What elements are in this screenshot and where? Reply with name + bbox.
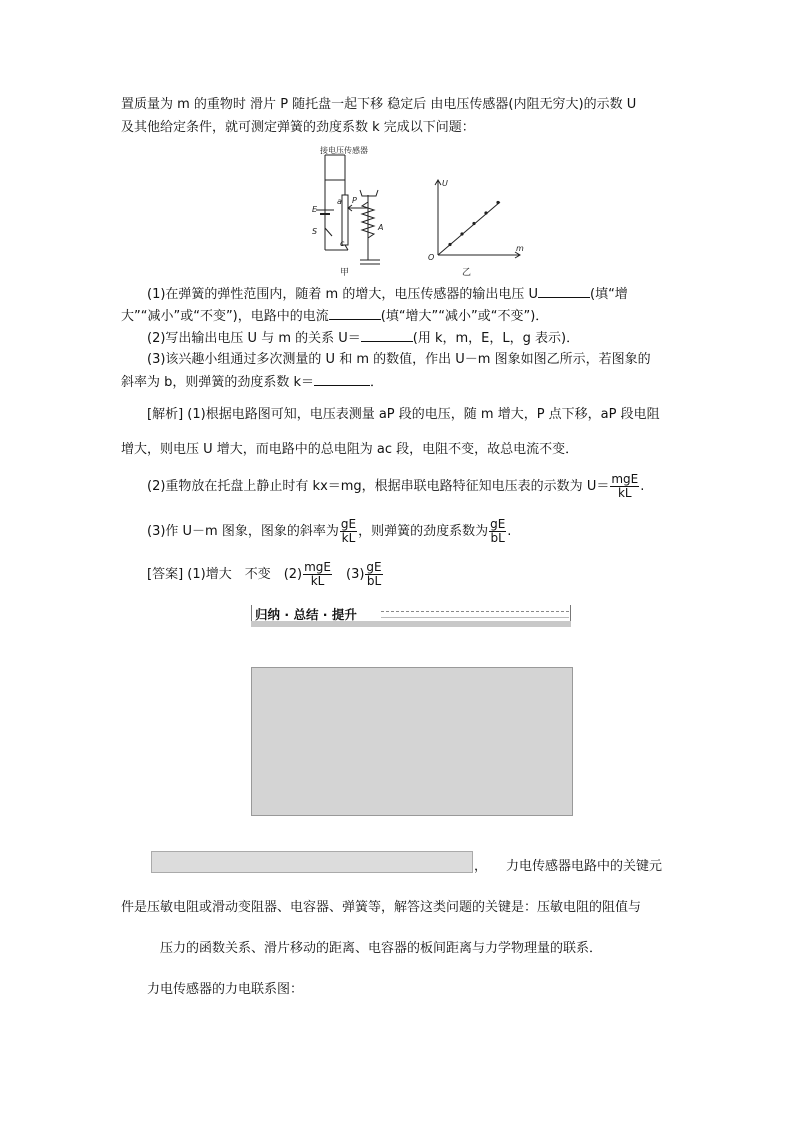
q1-text-a: (1)在弹簧的弹性范围内，随着 m 的增大，电压传感器的输出电压 U — [147, 287, 538, 302]
label-a: a — [337, 197, 342, 206]
q2-text-b: (用 k，m，E，L，g 表示)． — [412, 331, 580, 346]
caption-right: 乙 — [462, 268, 472, 278]
analysis-1-line-2: 增大，则电压 U 增大，而电路中的总电阻为 ac 段，电阻不变，故总电流不变． — [121, 442, 579, 457]
origin-label: O — [428, 253, 435, 262]
analysis-3-text-a: (3)作 U－m 图象，图象的斜率为 — [147, 524, 339, 539]
fraction-gE-bL: $\frac{gE}{bL}$ — [490, 517, 506, 545]
q2-blank[interactable] — [361, 327, 413, 342]
question-2 — [147, 327, 579, 350]
q3-blank[interactable] — [314, 371, 370, 386]
graph-point-2 — [460, 232, 463, 235]
q3-text-b: 斜率为 b，则弹簧的劲度系数 k＝ — [121, 375, 315, 390]
figure-top-label: 接电压传感器 — [320, 146, 368, 155]
answer-line — [147, 561, 384, 588]
answer-text-b: (3) — [333, 567, 365, 582]
label-A: A — [378, 223, 384, 232]
circuit-diagram — [316, 155, 380, 264]
section-header-summary — [251, 603, 571, 625]
label-P: P — [352, 196, 357, 205]
section-rule — [381, 611, 569, 618]
analysis-1-line-1: [解析] (1)根据电路图可知，电压表测量 aP 段的电压，随 m 增大，P 点下移，aP 段电阻 — [147, 407, 660, 422]
answer-text-a: [答案] (1)增大 不变 (2) — [147, 567, 303, 582]
question-1-line-1 — [147, 283, 628, 306]
analysis-2-text: (2)重物放在托盘上静止时有 kx＝mg，根据串联电路特征知电压表的示数为 U＝ — [147, 479, 610, 494]
intro-line-1: 置质量为 m 的重物时 滑片 P 随托盘一起下移 稳定后 由电压传感器(内阻无穷大)的示数 U — [121, 97, 637, 112]
summary-line-4: 力电传感器的力电联系图： — [147, 982, 304, 997]
label-c: c — [340, 239, 345, 248]
section-title: 归纳 · 总结 · 提升 — [255, 607, 357, 622]
axis-m-label: m — [516, 244, 524, 253]
summary-line-1: 力电传感器电路中的关键元 — [506, 859, 663, 874]
summary-comma: ， — [474, 859, 488, 874]
answer-fraction-2: $\frac{gE}{bL}$ — [366, 560, 382, 588]
label-E: E — [312, 205, 318, 214]
u-m-graph — [435, 180, 520, 258]
graph-point-1 — [448, 243, 451, 246]
graph-point-5 — [496, 201, 499, 204]
intro-line-2: 及其他给定条件，就可测定弹簧的劲度系数 k 完成以下问题： — [121, 120, 475, 135]
question-3-line-1: (3)该兴趣小组通过多次测量的 U 和 m 的数值，作出 U－m 图象如图乙所示，若图象的 — [147, 352, 651, 367]
summary-line-3: 压力的函数关系、滑片移动的距离、电容器的板间距离与力学物理量的联系． — [160, 941, 603, 956]
question-3-line-2 — [121, 371, 383, 394]
fraction-mgE-kL: $\frac{\text{mgE}}{kL}$ — [611, 472, 639, 500]
axis-U-label: U — [442, 179, 448, 188]
image-placeholder-bar — [151, 851, 473, 873]
analysis-3: (3)作 U－m 图象，图象的斜率为 $\frac{gE}{kL}$ ，则弹簧的劲度系数为 $\frac{gE}{bL}$ . — [147, 517, 512, 545]
analysis-3-text-b: ，则弹簧的劲度系数为 — [358, 524, 489, 539]
analysis-2: (2)重物放在托盘上静止时有 kx＝mg，根据串联电路特征知电压表的示数为 U＝ $\frac{\text{mgE}}{kL}$ . — [147, 472, 645, 500]
q1-text-c: 大”“减小”或“不变”)，电路中的电流 — [121, 309, 329, 324]
caption-left: 甲 — [340, 268, 350, 278]
summary-line-2: 件是压敏电阻或滑动变阻器、电容器、弹簧等，解答这类问题的关键是：压敏电阻的阻值与 — [121, 900, 642, 915]
graph-point-3 — [472, 222, 475, 225]
q1-text-b: (填“增 — [590, 287, 628, 302]
q1-blank-1[interactable] — [538, 283, 590, 298]
q2-text-a: (2)写出输出电压 U 与 m 的关系 U＝ — [147, 331, 361, 346]
label-S: S — [312, 227, 318, 236]
q1-blank-2[interactable] — [329, 305, 381, 320]
fraction-gE-kL: $\frac{gE}{kL}$ — [340, 517, 357, 545]
answer-fraction-1: $\frac{\text{mgE}}{kL}$ — [304, 560, 331, 588]
q1-text-d: (填“增大”“减小”或“不变”)． — [380, 309, 549, 324]
question-1-line-2 — [121, 305, 548, 328]
graph-point-4 — [484, 211, 487, 214]
image-placeholder-box — [251, 667, 573, 816]
q3-text-c: ． — [370, 375, 384, 390]
circuit-and-graph-figure — [290, 140, 530, 280]
